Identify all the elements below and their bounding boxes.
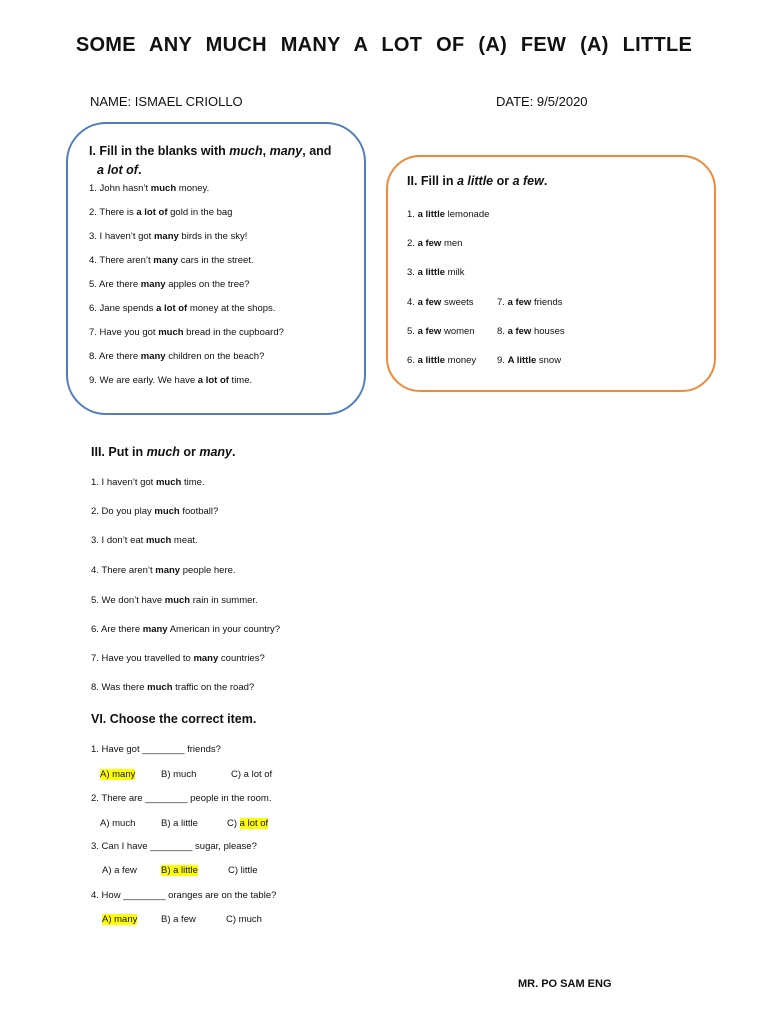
option-b: B) much [161, 769, 197, 780]
worksheet-date: DATE: 9/5/2020 [496, 94, 588, 109]
section4-heading: VI. Choose the correct item. [91, 712, 257, 726]
question-text: 4. How ________ oranges are on the table? [91, 890, 277, 901]
option-c: C) little [228, 865, 258, 876]
section2-item: 8. a few houses [497, 326, 565, 337]
section3-item: 3. I don’t eat much meat. [91, 535, 198, 546]
worksheet-title: SOME ANY MUCH MANY A LOT OF (A) FEW (A) LITTLE [75, 34, 693, 56]
section2-item: 9. A little snow [497, 355, 562, 366]
student-name: NAME: ISMAEL CRIOLLO [90, 94, 243, 109]
section1-item: 5. Are there many apples on the tree? [89, 279, 250, 290]
section2-item: 4. a few sweets [407, 297, 474, 308]
section2-item: 7. a few friends [497, 297, 563, 308]
option-b: B) a little [161, 818, 198, 829]
question-text: 2. There are ________ people in the room. [91, 793, 272, 804]
section1-item: 6. Jane spends a lot of money at the shops. [89, 303, 276, 314]
section3-heading: III. Put in much or many. [91, 445, 236, 459]
section3-item: 8. Was there much traffic on the road? [91, 682, 255, 693]
option-a: A) much [100, 818, 136, 829]
section3-item: 6. Are there many American in your country? [91, 624, 281, 635]
question-text: 3. Can I have ________ sugar, please? [91, 841, 257, 852]
section2-item: 3. a little milk [407, 267, 465, 278]
section1-item: 3. I haven’t got many birds in the sky! [89, 231, 248, 242]
section3-item: 2. Do you play much football? [91, 506, 219, 517]
section2-item: 1. a little lemonade [407, 209, 490, 220]
option-b: B) a few [161, 914, 196, 925]
option-a: A) many [100, 769, 136, 780]
section3-item: 7. Have you travelled to many countries? [91, 653, 265, 664]
section1-item: 9. We are early. We have a lot of time. [89, 375, 253, 386]
section2-heading: II. Fill in a little or a few. [407, 174, 548, 188]
option-b: B) a little [161, 865, 198, 876]
section1-heading: I. Fill in the blanks with much, many, and [89, 144, 332, 158]
section1-item: 1. John hasn’t much money. [89, 183, 210, 194]
section1-item: 4. There aren’t many cars in the street. [89, 255, 254, 266]
option-a: A) many [102, 914, 138, 925]
section1-heading-line2: a lot of. [97, 163, 142, 177]
section3-item: 1. I haven’t got much time. [91, 477, 205, 488]
question-text: 1. Have got ________ friends? [91, 744, 221, 755]
section2-item: 6. a little money [407, 355, 477, 366]
option-c: C) much [226, 914, 262, 925]
option-a: A) a few [102, 865, 137, 876]
section1-item: 2. There is a lot of gold in the bag [89, 207, 233, 218]
section3-item: 5. We don’t have much rain in summer. [91, 595, 258, 606]
section2-item: 2. a few men [407, 238, 463, 249]
teacher-signature: MR. PO SAM ENG [518, 978, 612, 990]
section2-item: 5. a few women [407, 326, 475, 337]
option-c: C) a lot of [227, 818, 269, 829]
section1-item: 7. Have you got much bread in the cupboard? [89, 327, 284, 338]
section3-item: 4. There aren’t many people here. [91, 565, 236, 576]
section1-item: 8. Are there many children on the beach? [89, 351, 265, 362]
option-c: C) a lot of [231, 769, 273, 780]
